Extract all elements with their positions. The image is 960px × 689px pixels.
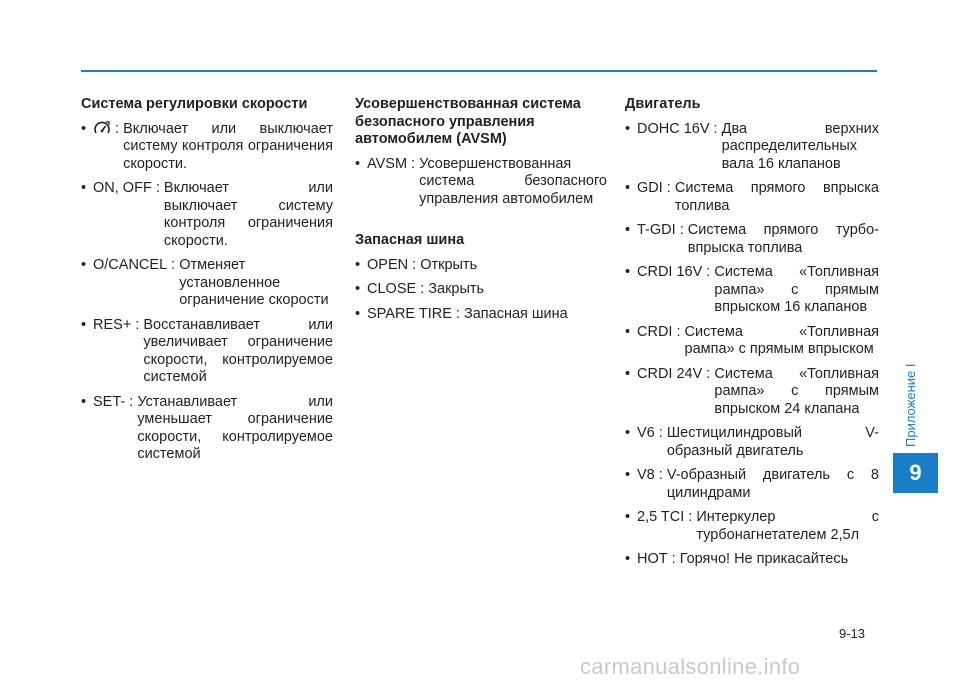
definition: Закрыть — [428, 281, 485, 297]
term: • SPARE TIRE — [367, 305, 452, 322]
section-heading: Двигатель — [625, 96, 701, 112]
section-heading: Система регулировки скорости — [81, 96, 308, 112]
list-item: • OPEN : Открыть — [355, 257, 607, 275]
section-heading: Усовершенствованная система безопасного управления автомобилем (AVSM) — [355, 96, 581, 147]
term — [93, 121, 111, 140]
definition: Открыть — [420, 256, 478, 273]
list-item: • GDI : Система прямого впрыска топлива — [625, 180, 879, 215]
header-rule — [81, 70, 877, 72]
term: • AVSM — [367, 155, 408, 172]
term: • RES+ — [93, 316, 132, 333]
definition: Устанавливает или уменьшает ограничение скорости, контролируемое системой — [137, 393, 333, 462]
definition-list — [355, 257, 607, 324]
column-speed-limiter — [81, 96, 333, 471]
list-item: • AVSM : Усовершенствованная система безопасного управления автомобилем — [355, 156, 607, 209]
term: • 2,5 TCI — [637, 509, 685, 525]
list-item: • CRDI 24V : Система «Топливная рампа» с прямым впрыском 24 клапана — [625, 366, 879, 419]
definition: Система прямого турбо-впрыска топлива — [687, 222, 879, 256]
definition: Система прямого впрыска топлива — [674, 180, 879, 214]
term: • T-GDI — [637, 222, 676, 238]
term: • GDI — [637, 180, 663, 196]
definition: Запасная шина — [463, 305, 568, 322]
term: • SET- — [93, 393, 126, 410]
term: • CRDI 24V — [637, 365, 703, 382]
definition-list — [625, 121, 879, 569]
definition: Система «Топливная рампа» с прямым впрыском 16 клапанов — [714, 264, 879, 315]
definition: Включает или выключает систему контроля ограничения скорости. — [123, 120, 333, 172]
list-item: • CRDI 16V : Система «Топливная рампа» с прямым впрыском 16 клапанов — [625, 264, 879, 317]
cruise-control-icon — [93, 121, 111, 137]
list-item: • 2,5 TCI : Интеркулер с турбонагнетателем 2,5л — [625, 509, 879, 544]
term: • V8 — [637, 467, 655, 483]
appendix-tab-label: Приложение I — [903, 363, 918, 447]
list-item: • T-GDI : Система прямого турбо-впрыска топлива — [625, 222, 879, 257]
list-item: • DOHC 16V : Два верхних распределительных вала 16 клапанов — [625, 121, 879, 174]
list-item: • V8 : V-образный двигатель с 8 цилиндрами — [625, 467, 879, 502]
term: • CLOSE — [367, 281, 417, 297]
definition: Включает или выключает систему контроля ограничения скорости. — [163, 180, 333, 249]
list-item: • CLOSE : Закрыть — [355, 281, 607, 299]
term: • V6 — [637, 425, 655, 441]
definition: Система «Топливная рампа» с прямым впрыском — [684, 323, 879, 357]
definition: Отменяет установленное ограничение скорости — [179, 257, 329, 308]
term: • HOT — [637, 551, 668, 567]
term: • ON, OFF — [93, 180, 152, 196]
page-number: 9-13 — [839, 626, 866, 641]
term: • CRDI — [637, 323, 673, 340]
list-item: • CRDI : Система «Топливная рампа» с прямым впрыском — [625, 324, 879, 359]
definition: Шестицилиндровый V-образный двигатель — [666, 425, 879, 459]
list-item: • HOT : Горячо! Не прикасайтесь — [625, 551, 879, 569]
definition: Горячо! Не прикасайтесь — [679, 551, 849, 567]
term: • DOHC 16V — [637, 120, 710, 137]
list-item: • SPARE TIRE : Запасная шина — [355, 306, 607, 324]
watermark: carmanualsonline.info — [580, 654, 801, 679]
term: • O/CANCEL — [93, 257, 168, 273]
list-item: • RES+ : Восстанавливает или увеличивает ограничение скорости, контролируемое системой — [81, 317, 333, 387]
definition: Восстанавливает или увеличивает ограничение скорости, контролируемое системой — [143, 316, 333, 385]
list-item: • V6 : Шестицилиндровый V-образный двигатель — [625, 425, 879, 460]
term: • OPEN — [367, 256, 409, 273]
chapter-number-badge: 9 — [893, 453, 938, 493]
definition: Усовершенствованная система безопасного управления автомобилем — [419, 155, 607, 207]
term: • CRDI 16V — [637, 264, 703, 280]
definition-list — [355, 156, 607, 209]
list-item: • ON, OFF : Включает или выключает систему контроля ограничения скорости. — [81, 180, 333, 250]
definition: Два верхних распределительных вала 16 клапанов — [721, 120, 879, 172]
list-item: • O/CANCEL : Отменяет установленное ограничение скорости — [81, 257, 333, 310]
definition-list — [81, 121, 333, 464]
definition: Система «Топливная рампа» с прямым впрыском 24 клапана — [714, 365, 879, 417]
section-heading: Запасная шина — [355, 232, 465, 248]
list-item: • : Включает или выключает систему контроля ограничения скорости. — [81, 121, 333, 174]
list-item: • SET- : Устанавливает или уменьшает ограничение скорости, контролируемое системой — [81, 394, 333, 464]
column-engine — [625, 96, 879, 576]
definition: V-образный двигатель с 8 цилиндрами — [666, 467, 879, 501]
column-avsm-spare — [355, 96, 607, 330]
definition: Интеркулер с турбонагнетателем 2,5л — [696, 509, 879, 543]
